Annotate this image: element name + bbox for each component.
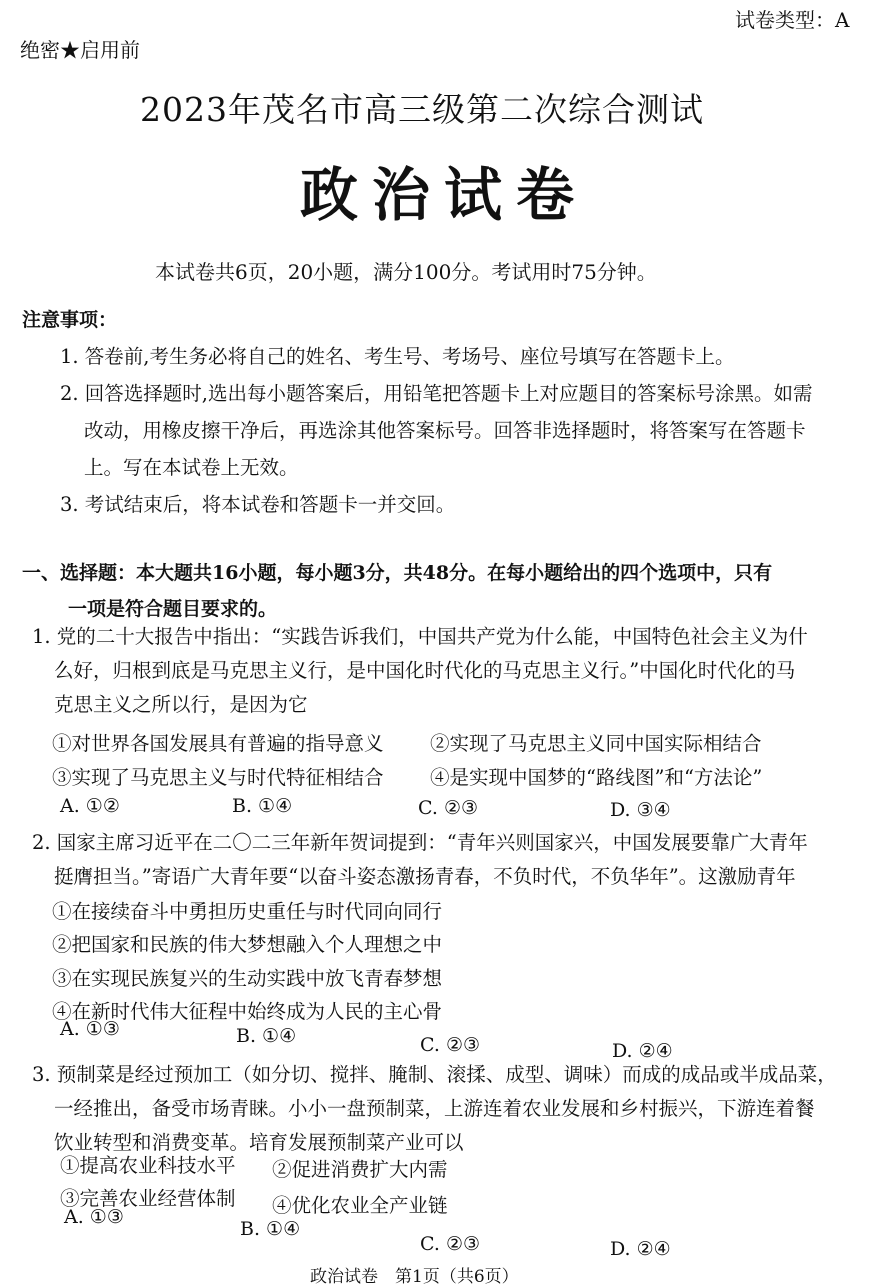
subject-title: 政治试卷	[300, 161, 589, 229]
question-1-stem: 1. 党的二十大报告中指出：“实践告诉我们，中国共产党为什么能，中国特色社会主义为什	[32, 625, 808, 648]
q1-answer-d: D. ③④	[610, 799, 671, 821]
q2-answer-b: B. ①④	[236, 1025, 297, 1047]
q3-answer-c: C. ②③	[420, 1233, 481, 1255]
notice-item-2: 2. 回答选择题时,选出每小题答案后，用铅笔把答题卡上对应题目的答案标号涂黑。如需	[60, 382, 813, 405]
q1-option-1: ①对世界各国发展具有普遍的指导意义	[52, 732, 384, 755]
section-heading-line: 一、选择题：本大题共16小题，每小题3分，共48分。在每小题给出的四个选项中，只有	[22, 562, 773, 584]
q3-option-2: ②促进消费扩大内需	[272, 1158, 448, 1181]
q2-option-1: ①在接续奋斗中勇担历史重任与时代同向同行	[52, 900, 443, 923]
question-2-stem: 2. 国家主席习近平在二〇二三年新年贺词提到：“青年兴则国家兴，中国发展要靠广大青年	[32, 831, 808, 854]
question-3	[32, 1058, 837, 1160]
question-1-stem-3: 克思主义之所以行，是因为它	[54, 693, 308, 716]
question-1	[32, 620, 808, 722]
page-footer: 政治试卷 第1页（共6页）	[310, 1267, 519, 1287]
q2-option-3: ③在实现民族复兴的生动实践中放飞青春梦想	[52, 967, 443, 990]
exam-title: 2023年茂名市高三级第二次综合测试	[140, 90, 704, 129]
q2-option-4: ④在新时代伟大征程中始终成为人民的主心骨	[52, 1000, 443, 1023]
question-2	[32, 826, 808, 894]
q2-option-2: ②把国家和民族的伟大梦想融入个人理想之中	[52, 933, 443, 956]
q3-option-3: ③完善农业经营体制	[60, 1187, 236, 1210]
question-2-stem-2: 挺膺担当。”寄语广大青年要“以奋斗姿态激扬青春，不负时代，不负华年”。这激励青年	[54, 865, 796, 888]
q1-option-2: ②实现了马克思主义同中国实际相结合	[430, 732, 762, 755]
notice-heading: 注意事项：	[22, 309, 118, 331]
q1-answer-c: C. ②③	[418, 797, 479, 819]
q3-answer-d: D. ②④	[610, 1238, 671, 1260]
notice-item-1: 1. 答卷前,考生务必将自己的姓名、考生号、考场号、座位号填写在答题卡上。	[60, 345, 735, 368]
q1-answer-a: A. ①②	[60, 795, 120, 817]
question-1-stem-2: 么好，归根到底是马克思主义行，是中国化时代化的马克思主义行。”中国化时代化的马	[54, 659, 796, 682]
confidential-label: 绝密★启用前	[20, 38, 140, 62]
q2-answer-d: D. ②④	[612, 1040, 673, 1062]
question-3-stem-2: 一经推出，备受市场青睐。小小一盘预制菜，上游连着农业发展和乡村振兴，下游连着餐	[54, 1097, 815, 1120]
section-heading	[22, 555, 772, 627]
q3-option-1: ①提高农业科技水平	[60, 1154, 236, 1177]
question-3-stem: 3. 预制菜是经过预加工（如分切、搅拌、腌制、滚揉、成型、调味）而成的成品或半成品菜，	[32, 1063, 837, 1086]
notice-list	[60, 338, 813, 523]
question-3-stem-3: 饮业转型和消费变革。培育发展预制菜产业可以	[54, 1131, 464, 1154]
section-heading-line-2: 一项是符合题目要求的。	[68, 598, 278, 620]
notice-item-2-cont-2: 上。写在本试卷上无效。	[84, 456, 299, 479]
notice-item-2-cont: 改动，用橡皮擦干净后，再选涂其他答案标号。回答非选择题时，将答案写在答题卡	[84, 419, 806, 442]
paper-type-label: 试卷类型：A	[735, 8, 850, 32]
q3-answer-a: A. ①③	[64, 1206, 124, 1228]
q1-option-4: ④是实现中国梦的“路线图”和“方法论”	[430, 766, 763, 789]
exam-info: 本试卷共6页，20小题，满分100分。考试用时75分钟。	[155, 260, 657, 284]
q1-option-3: ③实现了马克思主义与时代特征相结合	[52, 766, 384, 789]
notice-item-3: 3. 考试结束后，将本试卷和答题卡一并交回。	[60, 493, 456, 516]
q2-answer-a: A. ①③	[60, 1018, 120, 1040]
q1-answer-b: B. ①④	[232, 795, 293, 817]
q2-answer-c: C. ②③	[420, 1034, 481, 1056]
q3-option-4: ④优化农业全产业链	[272, 1194, 448, 1217]
q3-answer-b: B. ①④	[240, 1218, 301, 1240]
